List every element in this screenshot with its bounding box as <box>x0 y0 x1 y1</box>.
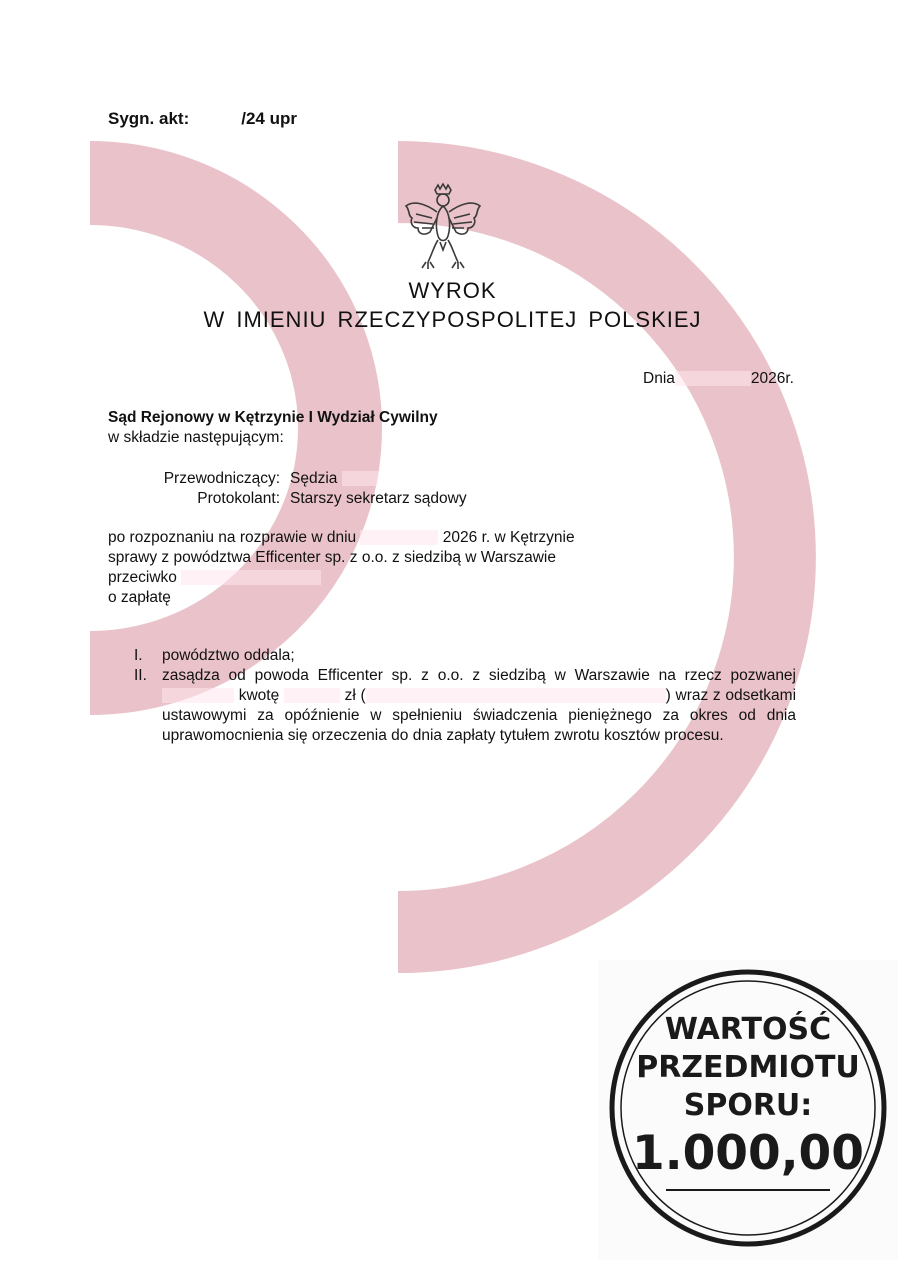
stamp-line-3: SPORU: <box>683 1088 813 1123</box>
redacted-defendant <box>181 570 321 585</box>
redacted-amount-words <box>366 688 666 703</box>
stamp-value: 1.000,00 <box>632 1126 864 1181</box>
stamp-line-1: WARTOŚĆ <box>664 1012 832 1047</box>
clerk-label: Protokolant: <box>197 490 280 507</box>
ruling-text-b: kwotę <box>238 687 280 704</box>
redacted-defendant-name <box>162 688 234 703</box>
ruling-text-a: zasądza od powoda Efficenter sp. z o.o. z siedzibą w Warszawie na rzecz pozwanej <box>162 667 796 684</box>
judgment-date <box>643 369 794 389</box>
ruling-text: powództwo oddala; <box>162 647 295 664</box>
chair-title: Sędzia <box>290 470 338 487</box>
ruling-list <box>134 646 796 746</box>
case-signature <box>108 109 297 129</box>
court-name: Sąd Rejonowy w Kętrzynie I Wydział Cywilny <box>108 409 438 426</box>
case-defendant-line <box>108 568 321 588</box>
redacted-amount <box>284 688 340 703</box>
court-composition-intro: w składzie następującym: <box>108 429 284 446</box>
ruling-text-d: ) wraz z odsetkami ustawowymi za opóźnienie w spełnieniu świadczenia pieniężnego za okres od dnia uprawomocnienia się orzeczenia do dnia zapłaty tytułem zwrotu kosztów procesu. <box>162 687 797 744</box>
case-plaintiff-line: sprawy z powództwa Efficenter sp. z o.o. z siedzibą w Warszawie <box>108 549 556 566</box>
document-subtitle: W IMIENIU RZECZYPOSPOLITEJ POLSKIEJ <box>203 307 702 332</box>
document-title: WYROK <box>408 278 497 303</box>
ruling-text-c: zł ( <box>344 687 366 704</box>
ruling-item <box>134 646 796 666</box>
hearing-text: po rozpoznaniu na rozprawie w dniu <box>108 529 357 546</box>
chair-value <box>290 469 378 489</box>
hearing-place: 2026 r. w Kętrzynie <box>442 529 575 546</box>
ruling-number: I. <box>134 647 143 664</box>
stamp-line-2: PRZEDMIOTU <box>636 1050 860 1085</box>
redacted-date <box>675 371 751 386</box>
case-subject-line: o zapłatę <box>108 589 171 606</box>
clerk-value: Starszy sekretarz sądowy <box>290 490 467 507</box>
date-prefix: Dnia <box>643 370 675 387</box>
date-year: 2026r. <box>750 370 794 387</box>
case-signature-label: Sygn. akt: <box>108 109 190 128</box>
chair-label: Przewodniczący: <box>163 470 280 487</box>
ruling-item <box>134 666 796 746</box>
redacted-judge-name <box>342 471 378 486</box>
case-signature-number: /24 upr <box>241 109 297 128</box>
eagle-emblem-icon <box>402 182 484 270</box>
redacted-hearing-date <box>360 530 438 545</box>
case-hearing-line <box>108 528 575 548</box>
defendant-prefix: przeciwko <box>108 569 177 586</box>
ruling-number: II. <box>134 667 147 684</box>
